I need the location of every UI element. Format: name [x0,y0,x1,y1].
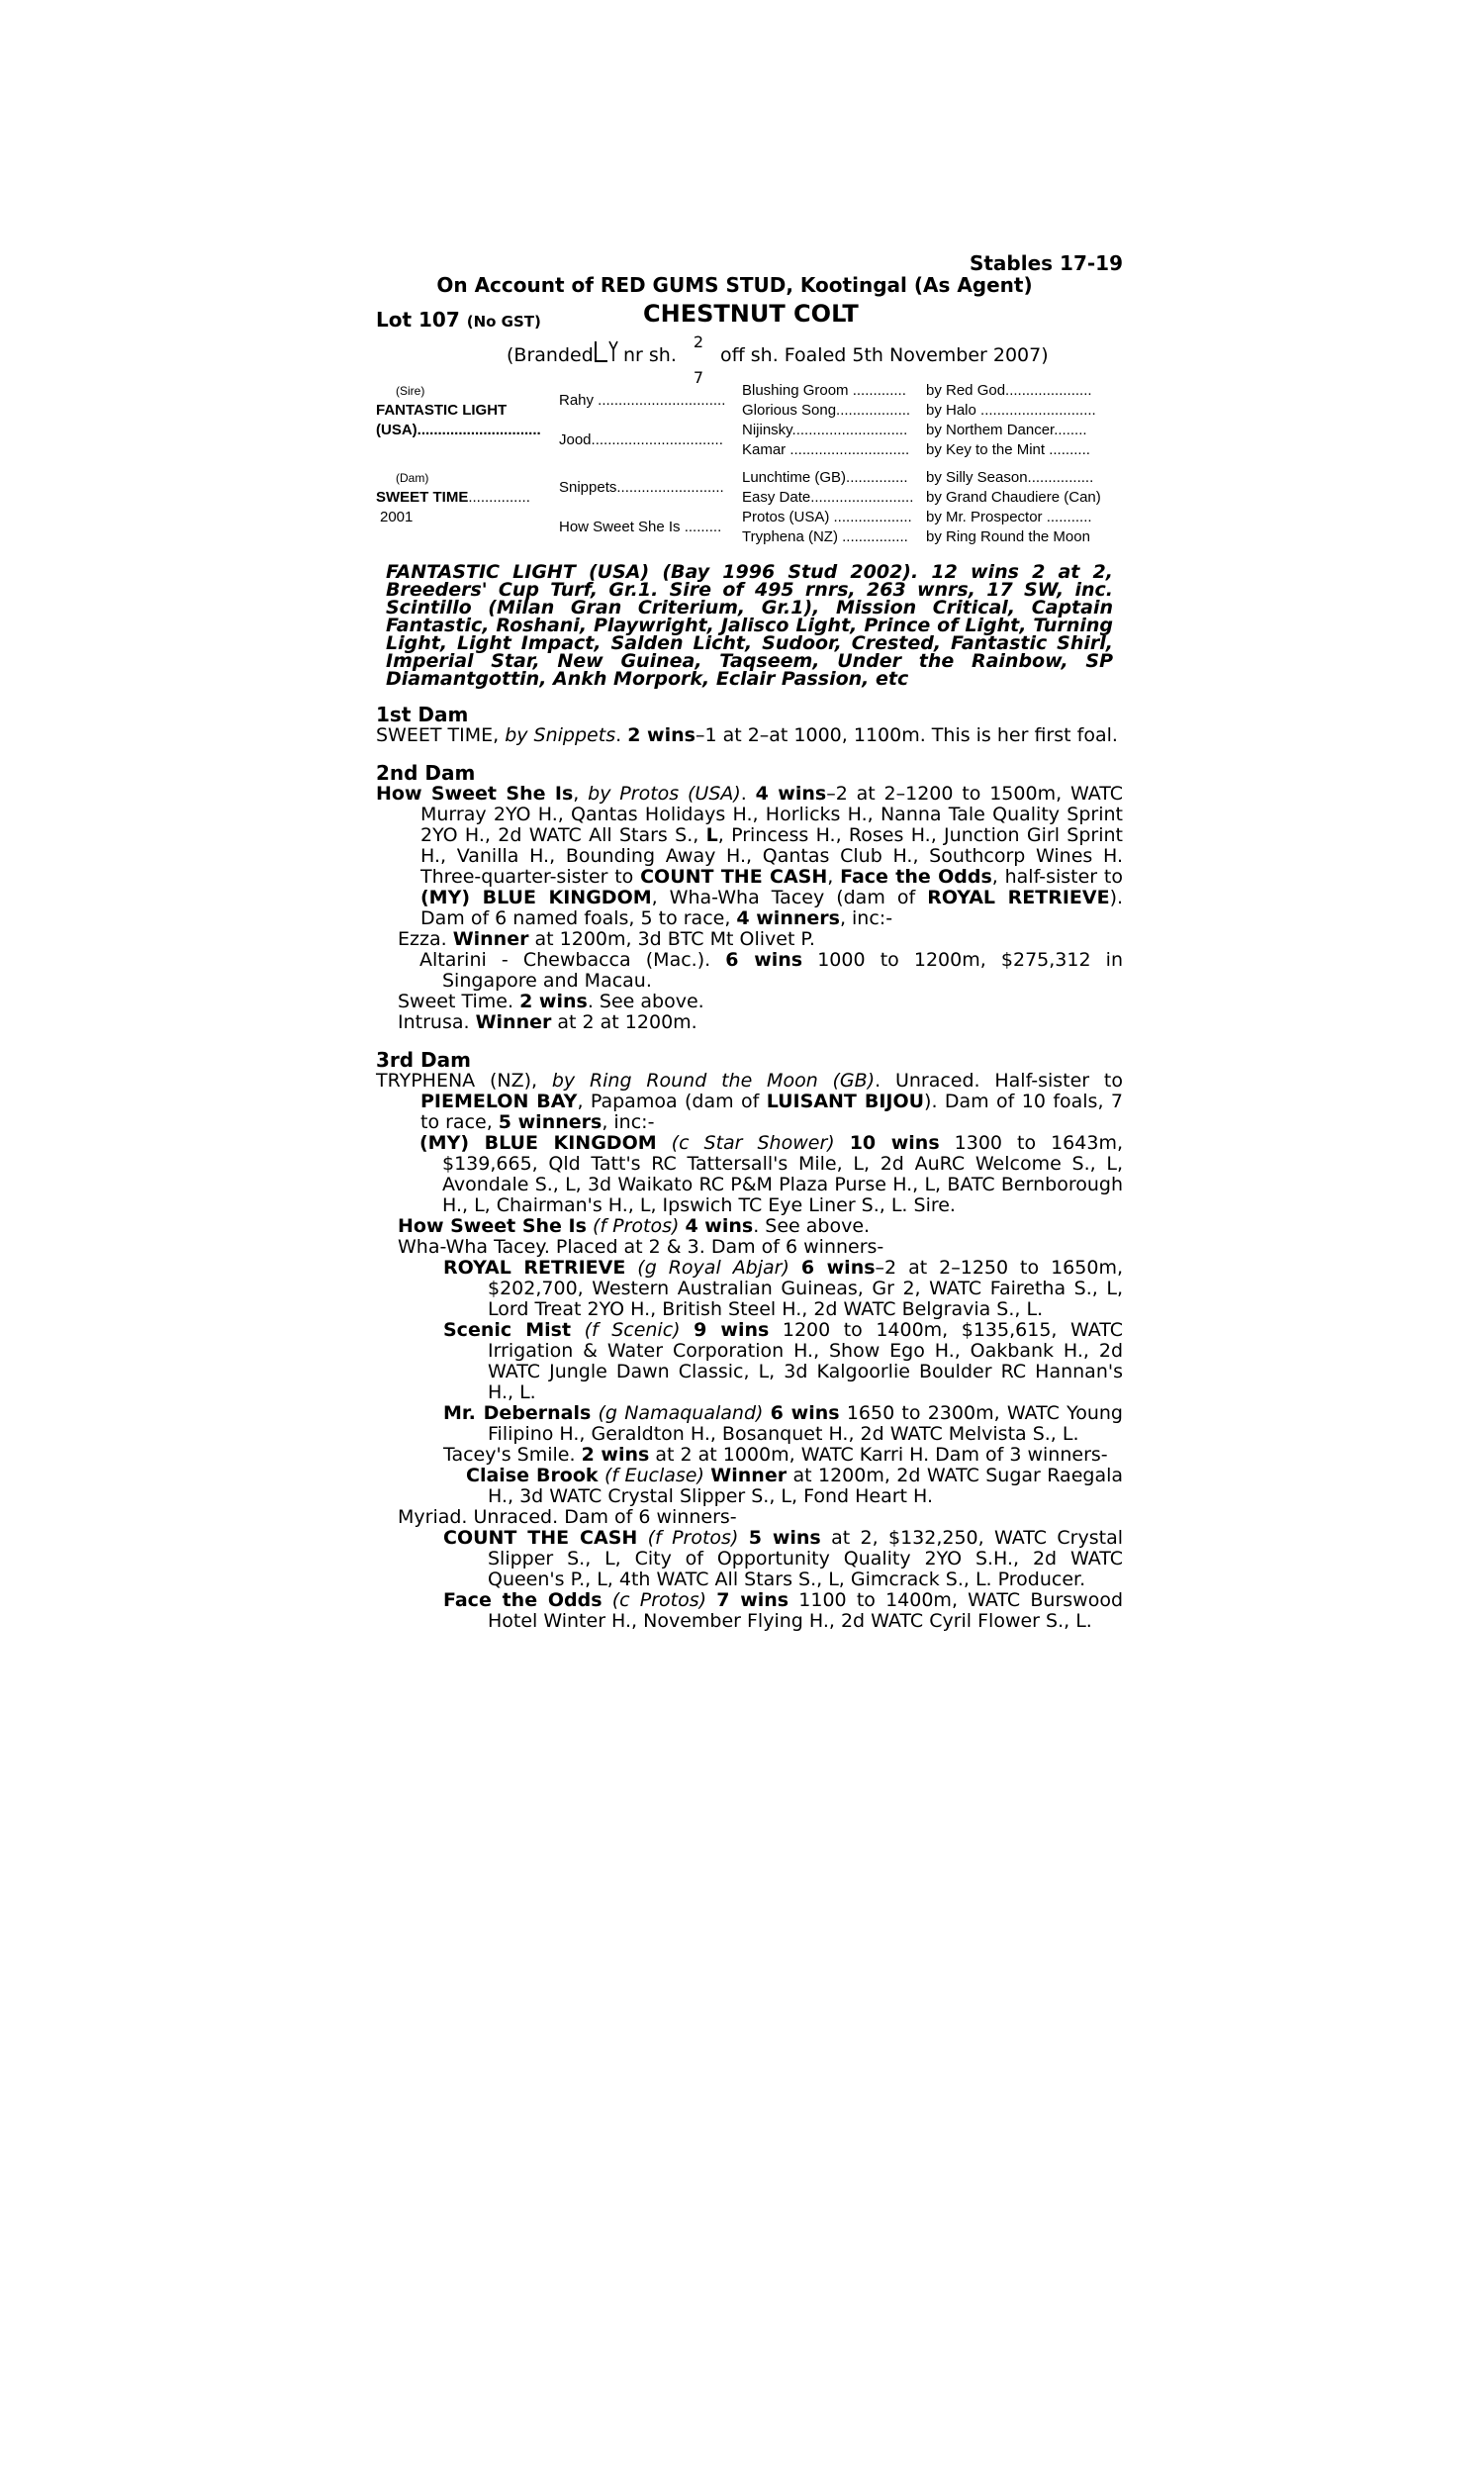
ggparent-7: Protos (USA) ................... [742,509,912,525]
ggparent-8: Tryphena (NZ) ................ [742,528,908,545]
foal-sire: (c Star Shower) [671,1132,835,1154]
foal-ezza [398,929,1123,950]
grandfoal-scenic-mist [443,1320,1123,1403]
branded-pre: (Branded [507,344,594,366]
sire-country [376,421,549,440]
dam-name-cell [376,488,554,508]
lot-number [376,310,541,333]
lot-label: Lot 107 [376,308,460,332]
relative-face-the-odds: Face the Odds [840,866,992,888]
grandfoal-taceys-smile [443,1445,1123,1466]
fraction-bottom: 7 [693,368,704,387]
foal-wins: Winner [452,928,529,950]
foal-wins: 10 wins [849,1132,940,1154]
relative-count-the-cash: COUNT THE CASH [640,866,828,888]
sire-of-7: by Mr. Prospector ........... [926,509,1092,525]
dam-year: 2001 [380,509,414,525]
first-dam-wins: 2 wins [627,724,696,746]
grandsire-1: Rahy ............................... [559,392,726,409]
foal-wins: 7 wins [716,1589,789,1611]
foal-sire: (g Namaqualand) [598,1402,764,1424]
lot-title: CHESTNUT COLT [643,300,859,328]
foal-intrusa [398,1012,1123,1033]
foal-name: Claise Brook [466,1465,599,1486]
first-dam-rest: –1 at 2–at 1000, 1100m. This is her first foal. [695,724,1118,746]
third-dam-winners: 5 winners [498,1111,603,1133]
foal-record: at 2 at 1000m, WATC Karri H. Dam of 3 winners- [655,1444,1108,1466]
foal-wins: 6 wins [725,949,803,971]
grandsire-2: Snippets.......................... [559,479,724,496]
second-dam-t2: , Princess H., Roses H., Junction Girl Sprint H., Vanilla H., Bounding Away H., Qantas Club H., Southcorp Wines H. Three-quarter-sister to [420,824,1124,888]
sire-of-2: by Halo ............................ [926,402,1096,419]
ggparent-5: Lunchtime (GB)............... [742,469,908,486]
sire-label: (Sire) [396,384,425,398]
brand-fraction [691,333,706,387]
foal-myriad: Myriad. Unraced. Dam of 6 winners- [398,1506,737,1528]
second-dam-t5: ). Dam of 6 named foals, 5 to race, [420,887,1124,929]
third-dam-t1: . Unraced. Half-sister to [875,1070,1123,1092]
third-dam-heading: 3rd Dam [376,1048,471,1072]
sire-of-5: by Silly Season................ [926,469,1094,486]
foal-record: at 1200m, 3d BTC Mt Olivet P. [534,928,815,950]
foal-wins: 2 wins [519,991,588,1012]
foal-sire: (f Protos) [647,1527,739,1549]
foal-name: Intrusa. [398,1011,470,1033]
foal-record: 1650 to 2300m, WATC Young Filipino H., Geraldton H., Bosanquet H., 2d WATC Melvista S., L. [488,1402,1123,1445]
second-dam-winners: 4 winners [736,907,840,929]
first-dam-text: SWEET TIME, by Snippets. 2 wins–1 at 2–at 1000, 1100m. This is her first foal. [376,724,1118,746]
sire-of-4: by Key to the Mint .......... [926,441,1090,458]
dam-label: (Dam) [396,471,429,485]
relative-piemelon-bay: PIEMELON BAY [420,1091,578,1112]
pedigree-table [376,381,1123,549]
foal-wins: 5 wins [748,1527,821,1549]
foal-record: 1100 to 1400m, WATC Burswood Hotel Winter H., November Flying H., 2d WATC Cyril Flower S., L. [488,1589,1124,1632]
grandfoal-count-the-cash [443,1528,1123,1590]
listed-mark: L [705,824,718,846]
foal-blue-kingdom [398,1133,1123,1216]
second-dam-t4: , Wha-Wha Tacey (dam of [651,887,916,908]
first-dam-name: SWEET TIME, [376,724,500,746]
foal-wins: Winner [475,1011,552,1033]
ggparent-3: Nijinsky............................ [742,422,908,438]
branded-mid: nr sh. [623,344,677,366]
brand-mark-icon [592,337,621,365]
ggparent-1: Blushing Groom ............. [742,382,906,399]
sire-country-text: (USA).............................. [376,422,541,438]
brand-line [376,333,1123,387]
ggparent-4: Kamar ............................. [742,441,910,458]
gst-label: (No GST) [466,313,541,331]
ggparent-2: Glorious Song.................. [742,402,911,419]
foal-sire: (f Protos) [592,1215,680,1237]
second-dam-name: How Sweet She Is [376,783,574,805]
second-dam-t1: –2 at 2–1200 to 1500m, WATC Murray 2YO H., Qantas Holidays H., Horlicks H., Nanna Tale Quality Sprint 2YO H., 2d WATC All Stars S., [420,783,1123,846]
dam-name: SWEET TIME [376,489,469,506]
foal-record: 1000 to 1200m, $275,312 in Singapore and Macau. [442,949,1123,992]
foal-record: . See above. [753,1215,871,1237]
first-dam-by: by Snippets [505,724,616,746]
foal-record: 1200 to 1400m, $135,615, WATC Irrigation & Water Corporation H., Show Ego H., Oakbank H., 2d WATC Jungle Dawn Classic, L, 3d Kalgoorlie Boulder RC Hannan's H., L. [488,1319,1123,1403]
foal-name: Face the Odds [443,1589,603,1611]
foal-name: Ezza. [398,928,447,950]
foal-how-sweet-she-is [398,1216,1123,1237]
foal-sire: (f Scenic) [584,1319,681,1341]
foal-record: at 2 at 1200m. [557,1011,697,1033]
second-dam-t6: , inc:- [839,907,893,929]
vendor-line: On Account of RED GUMS STUD, Kootingal (As Agent) [436,273,1033,297]
foal-name: COUNT THE CASH [443,1527,638,1549]
foal-wins: 6 wins [770,1402,840,1424]
foal-wins: 9 wins [694,1319,770,1341]
granddam-2: How Sweet She Is ......... [559,519,722,535]
relative-royal-retrieve: ROYAL RETRIEVE [927,887,1110,908]
ggparent-6: Easy Date......................... [742,489,914,506]
sire-of-3: by Northem Dancer........ [926,422,1087,438]
greatgrandfoal-claise-brook [443,1466,1123,1507]
foal-wins: 4 wins [685,1215,754,1237]
second-dam-heading: 2nd Dam [376,761,476,785]
third-dam-text [376,1071,1123,1133]
foal-sire: (g Royal Abjar) [637,1257,789,1279]
sire-summary: FANTASTIC LIGHT (USA) (Bay 1996 Stud 2002). 12 wins 2 at 2, Breeders' Cup Turf, Gr.1. Sire of 495 rnrs, 263 wnrs, 17 SW, inc. Scintillo (Milan Gran Criterium, Gr.1), Mission Critical, Captain Fantastic, Roshani, Playwright, Jalisco Light, Prince of Light, Turning Light, Light Impact, Salden Licht, Sudoor, Crested, Fantastic Shirl, Imperial Star, New Guinea, Taqseem, Under the Rainbow, SP Diamantgottin, Ankh Morpork, Eclair Passion, etc [386,561,1113,690]
grandfoal-mr-debernals [443,1403,1123,1445]
fraction-top: 2 [693,333,704,351]
sire-of-8: by Ring Round the Moon [926,528,1090,545]
relative-blue-kingdom: (MY) BLUE KINGDOM [420,887,652,908]
foal-record: at 1200m, 2d WATC Sugar Raegala H., 3d WATC Crystal Slipper S., L, Fond Heart H. [488,1465,1124,1507]
foal-name: ROYAL RETRIEVE [443,1257,626,1279]
foal-name: Sweet Time. [398,991,514,1012]
stables-label: Stables 17-19 [969,251,1123,275]
dam-dots: ............... [468,489,530,506]
third-dam-by: by Ring Round the Moon (GB) [551,1070,876,1092]
foal-record: . See above. [587,991,704,1012]
grandfoal-face-the-odds [443,1590,1123,1632]
grandfoal-royal-retrieve [443,1258,1123,1320]
sire-of-6: by Grand Chaudiere (Can) [926,489,1101,506]
foal-name: Altarini - Chewbacca (Mac.). [419,949,711,971]
foal-record: –2 at 2–1250 to 1650m, $202,700, Western Australian Guineas, Gr 2, WATC Fairetha S., L, Lord Treat 2YO H., British Steel H., 2d WATC Belgravia S., L. [488,1257,1123,1320]
sire-of-1: by Red God..................... [926,382,1092,399]
third-dam-t4: , inc:- [602,1111,655,1133]
third-dam-t2: , Papamoa (dam of [577,1091,760,1112]
branded-post: off sh. Foaled 5th November 2007) [720,344,1049,366]
foal-wins: Winner [710,1465,788,1486]
relative-luisant-bijou: LUISANT BIJOU [766,1091,925,1112]
second-dam-wins: 4 wins [755,783,827,805]
second-dam-t3: , half-sister to [991,866,1123,888]
foal-sire: (f Euclase) [603,1465,704,1486]
foal-record: 1300 to 1643m, $139,665, Qld Tatt's RC Tattersall's Mile, L, 2d AuRC Welcome S., L, Avondale S., L, 3d Waikato RC P&M Plaza Purse H., L, BATC Bernborough H., L, Chairman's H., L, Ipswich TC Eye Liner S., L. Sire. [442,1132,1123,1216]
catalogue-page [376,252,1123,1632]
foal-record: at 2, $132,250, WATC Crystal Slipper S., L, City of Opportunity Quality 2YO S.H., 2d WATC Queen's P., L, 4th WATC All Stars S., L, Gimcrack S., L. Producer. [488,1527,1123,1590]
foal-wins: 2 wins [581,1444,650,1466]
foal-name: Mr. Debernals [443,1402,592,1424]
foal-altarini [398,950,1123,992]
foal-sweet-time [398,992,1123,1012]
second-dam-by: by Protos (USA) [588,783,741,805]
foal-name: Tacey's Smile. [443,1444,576,1466]
second-dam-text: How Sweet She Is, by Protos (USA). 4 wins–2 at 2–1200 to 1500m, WATC Murray 2YO H., Qantas Holidays H., Horlicks H., Nanna Tale Quality Sprint 2YO H., 2d WATC All Stars S., L, Princess H., Roses H., Junction Girl Sprint H., Vanilla H., Bounding Away H., Qantas Club H., Southcorp Wines H. Three-quarter-sister to COUNT THE CASH, Face the Odds, half-sister to (MY) BLUE KINGDOM, Wha-Wha Tacey (dam of ROYAL RETRIEVE). Dam of 6 named foals, 5 to race, 4 winners, inc:- [376,783,1124,929]
foal-name: Scenic Mist [443,1319,572,1341]
first-dam-heading: 1st Dam [376,703,469,726]
foal-sire: (c Protos) [611,1589,707,1611]
foal-wha-wha-tacey: Wha-Wha Tacey. Placed at 2 & 3. Dam of 6 winners- [398,1236,884,1258]
third-dam-name: TRYPHENA (NZ), [376,1070,538,1092]
sire-name: FANTASTIC LIGHT [376,402,508,419]
foal-wins: 6 wins [800,1257,876,1279]
lot-line [376,302,1123,335]
third-dam-t3: ). Dam of 10 foals, 7 to race, [420,1091,1123,1133]
foal-name: How Sweet She Is [398,1215,587,1237]
foal-name: (MY) BLUE KINGDOM [419,1132,657,1154]
granddam-1: Jood................................ [559,431,723,448]
